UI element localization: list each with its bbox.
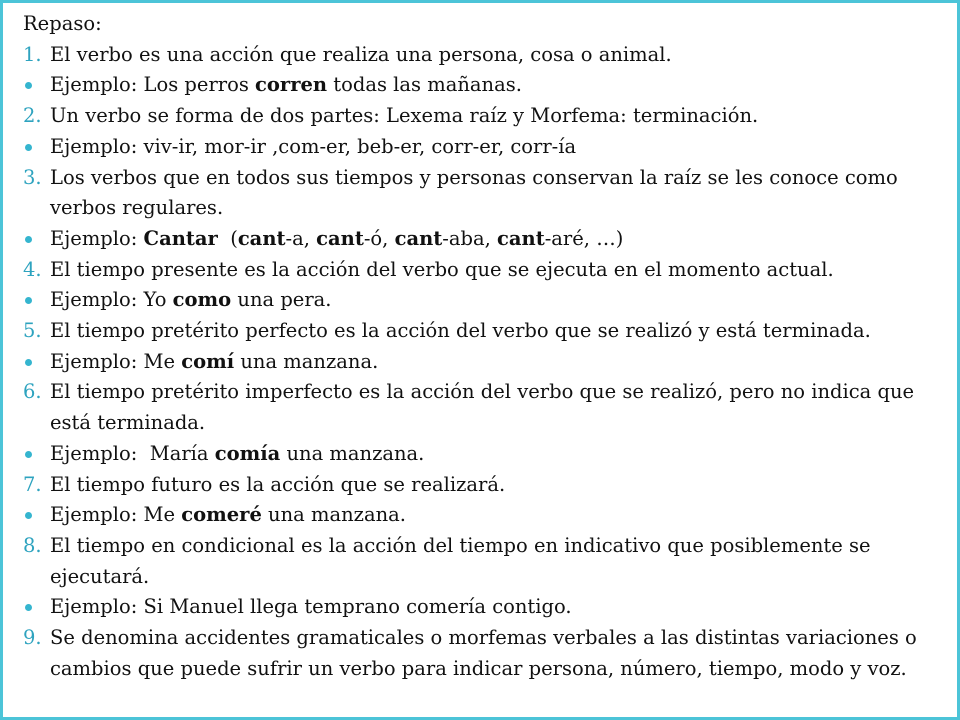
bold-verb: corren — [255, 73, 328, 97]
example-bullet-item — [23, 347, 951, 378]
item-text: Un verbo se forma de dos partes: Lexema raíz y Morfema: terminación. — [50, 104, 759, 128]
item-text: Ejemplo: María — [50, 441, 215, 465]
item-number: 5. — [23, 319, 42, 343]
numbered-item — [23, 255, 951, 286]
numbered-item — [23, 40, 951, 71]
item-text: El tiempo en condicional es la acción del tiempo en indicativo que posiblemente se ejecutará. — [50, 533, 877, 588]
item-number: 1. — [23, 42, 42, 66]
example-bullet-item — [23, 132, 951, 163]
item-text: todas las mañanas. — [327, 73, 522, 97]
example-bullet-item — [23, 500, 951, 531]
item-text: una manzana. — [261, 503, 406, 527]
item-text: Se denomina accidentes gramaticales o morfemas verbales a las distintas variaciones o cambios que puede sufrir un verbo para indicar persona, número, tiempo, modo y voz. — [50, 626, 923, 680]
item-text: El tiempo pretérito imperfecto es la acción del verbo que se realizó, pero no indica que está terminada. — [50, 380, 921, 435]
bullet-icon — [25, 297, 32, 304]
example-bullet-item — [23, 70, 951, 101]
item-number: 3. — [23, 165, 42, 189]
bullet-icon — [25, 82, 32, 89]
numbered-item — [23, 470, 951, 501]
item-text: Ejemplo: Los perros — [50, 73, 256, 97]
bold-verb: cant — [497, 226, 545, 250]
bold-verb: comeré — [181, 503, 262, 527]
item-number: 8. — [23, 533, 42, 557]
bold-verb: comía — [214, 441, 281, 465]
example-bullet-item — [23, 439, 951, 470]
bold-verb: cant — [394, 226, 443, 250]
item-text: Los verbos que en todos sus tiempos y personas conservan la raíz se les conoce como verbos regulares. — [50, 165, 904, 220]
bullet-icon — [25, 236, 32, 243]
item-text: Ejemplo: Me — [50, 503, 182, 527]
bullet-icon — [25, 451, 32, 458]
bullet-icon — [25, 512, 32, 519]
item-text: -aba, — [442, 226, 498, 250]
review-list — [23, 40, 951, 685]
item-text: Ejemplo: — [50, 226, 144, 250]
item-number: 7. — [23, 472, 42, 496]
item-number: 6. — [23, 380, 42, 404]
item-number: 4. — [23, 257, 42, 281]
bullet-icon — [25, 604, 32, 611]
bullet-icon — [25, 144, 32, 151]
numbered-item — [23, 316, 951, 347]
item-text: El verbo es una acción que realiza una persona, cosa o animal. — [50, 42, 672, 66]
item-text: El tiempo presente es la acción del verbo que se ejecuta en el momento actual. — [50, 257, 834, 281]
numbered-item — [23, 101, 951, 132]
item-text: -ó, — [363, 226, 395, 250]
bold-verb: comí — [181, 349, 235, 373]
numbered-item — [23, 623, 951, 684]
item-text: Ejemplo: Me — [50, 349, 182, 373]
numbered-item — [23, 377, 951, 438]
slide-content — [23, 9, 951, 684]
numbered-item — [23, 163, 951, 224]
example-bullet-item — [23, 592, 951, 623]
item-text: -aré, …) — [544, 226, 624, 250]
item-text: Ejemplo: Si Manuel llega temprano comería contigo. — [50, 595, 572, 619]
item-number: 9. — [23, 626, 42, 650]
item-text: una pera. — [231, 288, 332, 312]
item-text: una manzana. — [280, 441, 425, 465]
item-text: una manzana. — [234, 349, 379, 373]
item-text: Ejemplo: Yo — [50, 288, 173, 312]
item-text: El tiempo futuro es la acción que se realizará. — [50, 472, 506, 496]
example-bullet-item — [23, 224, 951, 255]
item-text: Ejemplo: viv-ir, mor-ir ,com-er, beb-er, corr-er, corr-ía — [50, 134, 577, 158]
item-text: -a, — [285, 226, 317, 250]
bullet-icon — [25, 359, 32, 366]
numbered-item — [23, 531, 951, 592]
item-number: 2. — [23, 104, 42, 128]
bold-verb: cant — [316, 226, 364, 250]
slide-heading: Repaso: — [23, 12, 102, 35]
item-text: El tiempo pretérito perfecto es la acción del verbo que se realizó y está terminada. — [50, 319, 871, 343]
bold-verb: cant — [237, 226, 286, 250]
example-bullet-item — [23, 285, 951, 316]
item-text: ( — [217, 226, 238, 250]
bold-verb: Cantar — [143, 226, 218, 250]
bold-verb: como — [172, 288, 232, 312]
